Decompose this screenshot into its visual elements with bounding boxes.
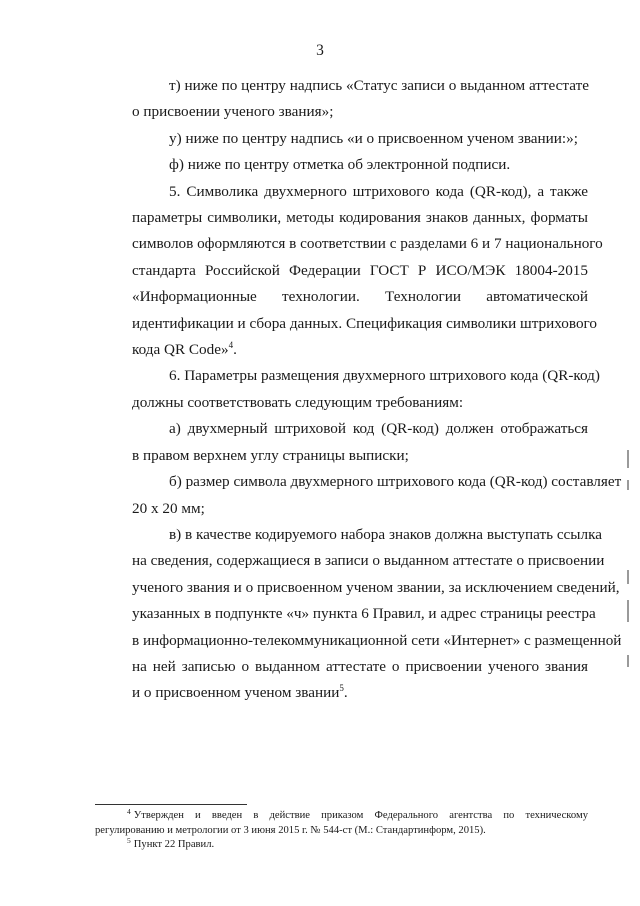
document-body [95, 73, 622, 707]
text-line: стандарта Российской Федерации ГОСТ Р ИСО/МЭК 18004-2015 [132, 261, 588, 279]
footnotes [95, 809, 588, 853]
paragraph-6 [95, 363, 600, 416]
text-line: ф) ниже по центру отметка об электронной подписи. [169, 156, 511, 174]
text-line: б) размер символа двухмерного штрихового кода (QR-код) составляет [169, 473, 622, 491]
paragraph-v [95, 522, 622, 707]
text-line: 6. Параметры размещения двухмерного штрихового кода (QR-код) [169, 367, 600, 385]
page-number: 3 [316, 42, 324, 59]
text-line: ученого звания и о присвоенном ученом звании, за исключением сведений, [132, 578, 620, 596]
text-line: на ней записью о выданном аттестате о присвоении ученого звания [132, 657, 588, 675]
text-line: 20 х 20 мм; [132, 499, 205, 517]
footnote-ref-4[interactable]: 4 [228, 340, 234, 351]
scan-artifact [627, 450, 631, 690]
text-line: кода QR Code» [132, 341, 229, 359]
footnote-separator [95, 804, 247, 805]
text-line: на сведения, содержащиеся в записи о выданном аттестате о присвоении [132, 552, 605, 570]
text-line: должны соответствовать следующим требованиям: [132, 393, 464, 411]
footnote-line [95, 809, 588, 824]
sentence-end: . [343, 684, 348, 702]
footnote-4 [95, 809, 588, 838]
paragraph-f [95, 152, 588, 178]
text-line: а) двухмерный штриховой код (QR-код) должен отображаться [169, 420, 588, 438]
paragraph-a [95, 416, 588, 469]
footnote-text: Утвержден и введен в действие приказом Федерального агентства по техническому [133, 810, 588, 821]
text-line: указанных в подпункте «ч» пункта 6 Правил, и адрес страницы реестра [132, 605, 596, 623]
text-line-with-footnote [95, 337, 588, 363]
footnote-line: регулированию и метрологии от 3 июня 2015 г. № 544-ст (М.: Стандартинформ, 2015). [95, 824, 486, 836]
paragraph-b [95, 469, 622, 522]
footnote-ref-5[interactable]: 5 [339, 683, 344, 694]
paragraph-t [95, 73, 588, 126]
paragraph-5 [95, 179, 603, 364]
text-line-with-footnote [95, 680, 588, 706]
text-line: в информационно-телекоммуникационной сети «Интернет» с размещенной [132, 631, 622, 649]
text-line: символов оформляются в соответствии с разделами 6 и 7 национального [132, 235, 603, 253]
footnote-line [95, 838, 588, 853]
text-line: 5. Символика двухмерного штрихового кода (QR-код), а также [169, 182, 588, 200]
footnote-mark: 4 [127, 807, 131, 816]
sentence-end: . [233, 341, 237, 359]
text-line: в правом верхнем углу страницы выписки; [132, 446, 409, 464]
text-line: о присвоении ученого звания»; [132, 103, 334, 121]
text-line: в) в качестве кодируемого набора знаков должна выступать ссылка [169, 525, 602, 543]
text-line: параметры символики, методы кодирования знаков данных, форматы [132, 209, 588, 227]
text-line: и о присвоенном ученом звании [132, 684, 340, 702]
footnote-text: Пункт 22 Правил. [133, 839, 215, 850]
footnote-5 [95, 838, 588, 853]
text-line: т) ниже по центру надпись «Статус записи о выданном аттестате [169, 77, 589, 94]
paragraph-u [95, 126, 588, 152]
text-line: «Информационные технологии. Технологии автоматической [132, 288, 588, 306]
text-line: идентификации и сбора данных. Спецификация символики штрихового [132, 314, 597, 332]
footnote-mark: 5 [127, 836, 131, 845]
text-line: у) ниже по центру надпись «и о присвоенном ученом звании:»; [169, 129, 578, 147]
